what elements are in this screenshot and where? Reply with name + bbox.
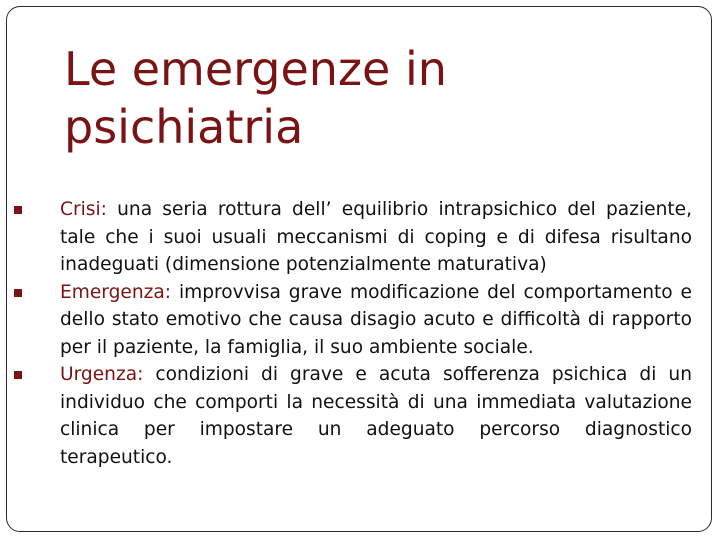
- bullet-term: Emergenza:: [60, 281, 172, 303]
- square-bullet-icon: [14, 289, 22, 297]
- bullet-crisi: [60, 196, 692, 279]
- square-bullet-icon: [14, 371, 22, 379]
- square-bullet-icon: [14, 206, 22, 214]
- bullet-text: improvvisa grave modificazione del comportamento e dello stato emotivo che causa disagio acuto e difficoltà di rapporto per il paziente, la famiglia, il suo ambiente sociale.: [60, 281, 692, 358]
- bullet-text: una seria rottura dell’ equilibrio intrapsichico del paziente, tale che i suoi usuali meccanismi di coping e di difesa risultano inadeguati (dimensione potenzialmente maturativa): [60, 199, 692, 275]
- bullet-term: Crisi:: [60, 199, 107, 220]
- slide-title: Le emergenze in psichiatria: [64, 42, 447, 154]
- bullet-urgenza: [60, 361, 692, 471]
- bullet-list: [60, 196, 692, 471]
- bullet-term: Urgenza:: [60, 364, 144, 385]
- bullet-emergenza: [60, 279, 692, 362]
- bullet-text: condizioni di grave e acuta sofferenza psichica di un individuo che comporti la necessità di una immediata valutazione clinica per impostare un adeguato percorso diagnostico terapeutico.: [60, 364, 692, 468]
